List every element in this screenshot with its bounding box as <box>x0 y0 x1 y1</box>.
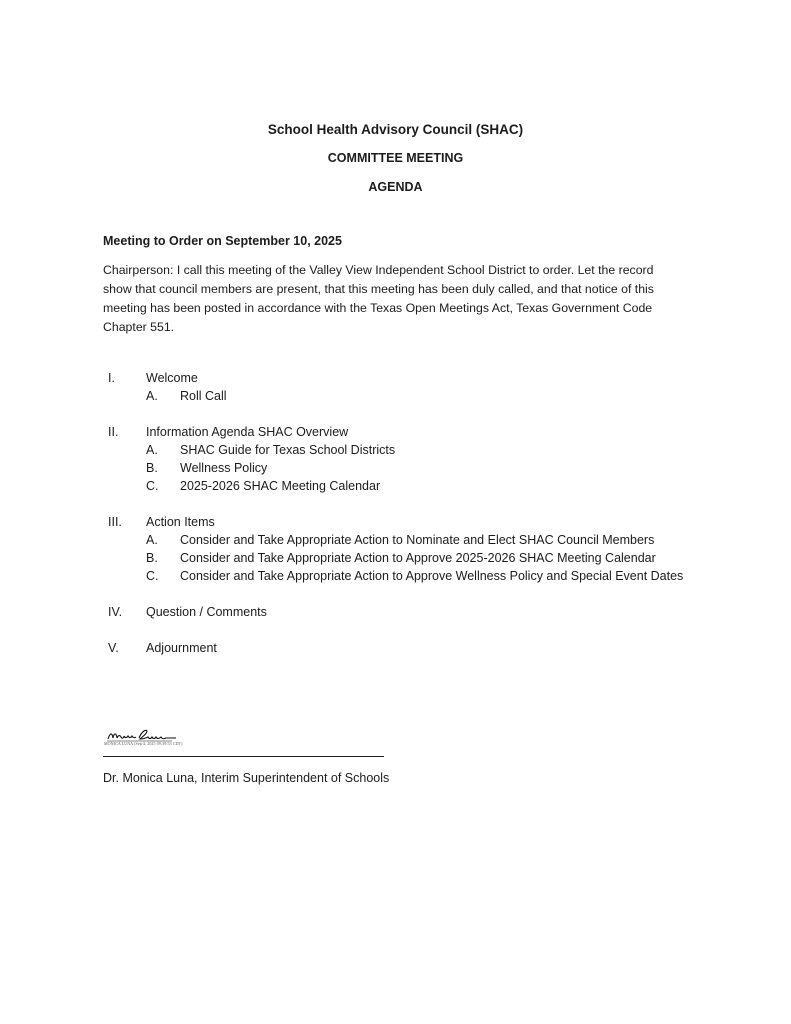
agenda-numeral: II. <box>108 425 119 439</box>
subitem-label: 2025-2026 SHAC Meeting Calendar <box>180 479 381 493</box>
agenda-label: Question / Comments <box>146 605 267 619</box>
subitem-letter: A. <box>146 533 158 547</box>
subitem-label: Consider and Take Appropriate Action to Approve 2025-2026 SHAC Meeting Calendar <box>180 551 656 565</box>
agenda-numeral: V. <box>108 641 119 655</box>
subitem-letter: A. <box>146 389 158 403</box>
signatory-name: Dr. Monica Luna, Interim Superintendent of Schools <box>103 771 390 785</box>
subitem-letter: C. <box>146 479 159 493</box>
subitem-label: Consider and Take Appropriate Action to Nominate and Elect SHAC Council Members <box>180 533 655 547</box>
subitem-letter: B. <box>146 551 158 565</box>
agenda-numeral: III. <box>108 515 122 529</box>
agenda-label: Adjournment <box>146 641 217 655</box>
document-type: AGENDA <box>368 180 423 194</box>
agenda-label: Welcome <box>146 371 198 385</box>
subitem-label: Consider and Take Appropriate Action to Approve Wellness Policy and Special Event Dates <box>180 569 684 583</box>
subitem-letter: C. <box>146 569 159 583</box>
council-title: School Health Advisory Council (SHAC) <box>267 122 524 137</box>
signature-line <box>103 756 384 757</box>
subitem-letter: A. <box>146 443 158 457</box>
subitem-label: Roll Call <box>180 389 227 403</box>
meeting-type: COMMITTEE MEETING <box>327 151 464 165</box>
signature-block <box>103 727 193 753</box>
subitem-letter: B. <box>146 461 158 475</box>
subitem-label: SHAC Guide for Texas School Districts <box>180 443 396 457</box>
agenda-label: Information Agenda SHAC Overview <box>146 425 349 439</box>
agenda-numeral: IV. <box>108 605 123 619</box>
meeting-to-order-heading: Meeting to Order on September 10, 2025 <box>103 234 342 248</box>
subitem-label: Wellness Policy <box>180 461 268 475</box>
chairperson-statement: Chairperson: I call this meeting of the Valley View Independent School District to order. Let the record show that council members are present, that this meeting has been duly called, and that notice of this meeting has been posted in accordance with the Texas Open Meetings Act, Texas Government Code Chapter 551. <box>103 263 654 334</box>
signature-stamp: MONICA LUNA (Sep 4, 2025 09:39:53 CDT) <box>104 741 183 746</box>
agenda-label: Action Items <box>146 515 215 529</box>
agenda-numeral: I. <box>108 371 115 385</box>
